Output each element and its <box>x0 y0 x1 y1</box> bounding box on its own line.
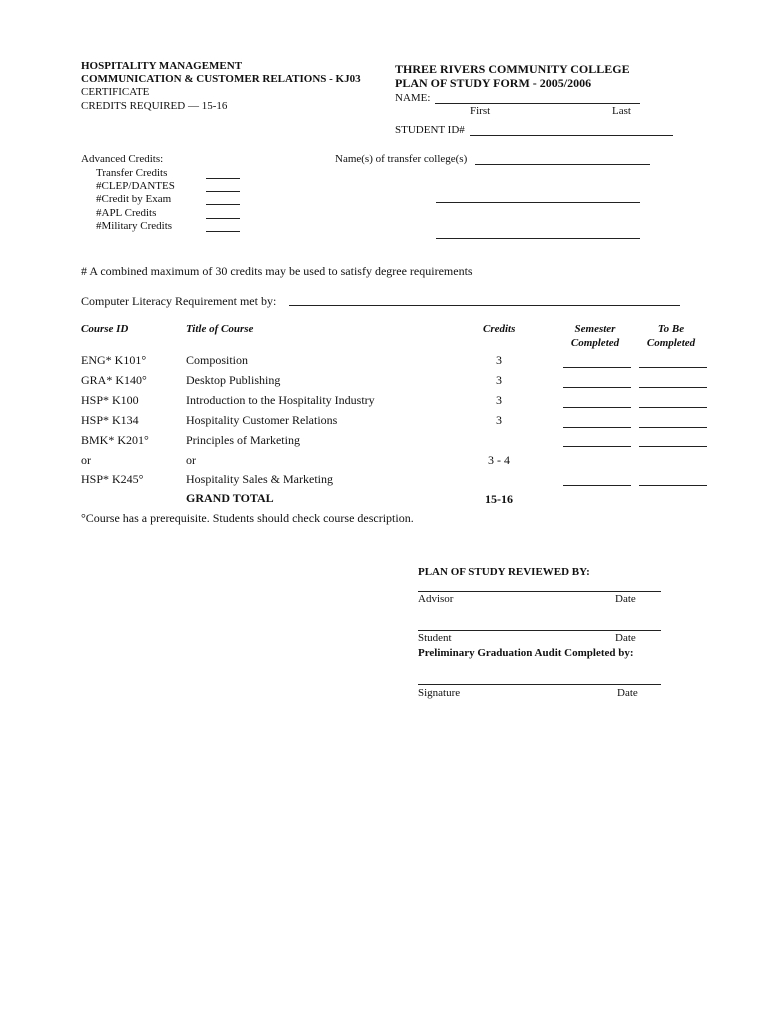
course-title: Introduction to the Hospitality Industry <box>186 393 375 407</box>
student-signature-field[interactable] <box>418 630 661 631</box>
grand-total-value: 15-16 <box>485 492 513 506</box>
college-name: THREE RIVERS COMMUNITY COLLEGE <box>395 62 630 76</box>
course-title: Hospitality Customer Relations <box>186 413 338 427</box>
credit-by-exam-field[interactable] <box>206 204 240 205</box>
award-type: CERTIFICATE <box>81 86 150 98</box>
semester-completed-field[interactable] <box>563 387 631 388</box>
course-id: BMK* K201° <box>81 433 149 447</box>
course-title: Principles of Marketing <box>186 433 300 447</box>
col-header-semester-completed: Completed <box>570 337 620 349</box>
advanced-credit-label: #Credit by Exam <box>96 193 172 205</box>
advanced-credit-label: #Military Credits <box>96 220 173 232</box>
course-credits: 3 - 4 <box>488 453 510 467</box>
signature-date-label: Date <box>617 687 638 699</box>
name-label: NAME: <box>395 92 431 104</box>
option-title: COMMUNICATION & CUSTOMER RELATIONS - KJ03 <box>81 73 361 85</box>
combined-credits-note: # A combined maximum of 30 credits may be used to satisfy degree requirements <box>81 264 473 278</box>
course-id: HSP* K245° <box>81 472 144 486</box>
course-id: HSP* K134 <box>81 413 139 427</box>
last-name-label: Last <box>612 105 631 117</box>
student-id-field[interactable] <box>470 135 673 136</box>
program-title: HOSPITALITY MANAGEMENT <box>81 60 243 72</box>
course-id: GRA* K140° <box>81 373 147 387</box>
grand-total-label: GRAND TOTAL <box>186 491 274 505</box>
audit-title: Preliminary Graduation Audit Completed by: <box>418 647 634 659</box>
student-label: Student <box>418 632 452 644</box>
course-title: or <box>186 453 196 467</box>
advisor-date-label: Date <box>615 593 636 605</box>
form-title: PLAN OF STUDY FORM - 2005/2006 <box>395 76 592 90</box>
advisor-label: Advisor <box>418 593 454 605</box>
advanced-credits-title: Advanced Credits: <box>81 153 164 165</box>
to-be-completed-field[interactable] <box>639 367 707 368</box>
to-be-completed-field[interactable] <box>639 407 707 408</box>
signature-label: Signature <box>418 687 461 699</box>
advanced-credit-label: Transfer Credits <box>96 167 168 179</box>
course-credits: 3 <box>496 393 502 407</box>
transfer-college-label: Name(s) of transfer college(s) <box>335 153 468 165</box>
semester-completed-field[interactable] <box>563 485 631 486</box>
col-header-credits: Credits <box>483 323 516 335</box>
col-header-title: Title of Course <box>186 323 254 335</box>
col-header-course-id: Course ID <box>81 323 129 335</box>
to-be-completed-field[interactable] <box>639 446 707 447</box>
first-name-label: First <box>470 105 491 117</box>
advanced-credit-label: #CLEP/DANTES <box>96 180 175 192</box>
audit-signature-field[interactable] <box>418 684 661 685</box>
semester-completed-field[interactable] <box>563 427 631 428</box>
semester-completed-field[interactable] <box>563 367 631 368</box>
course-title: Composition <box>186 353 249 367</box>
course-credits: 3 <box>496 413 502 427</box>
military-credits-field[interactable] <box>206 231 240 232</box>
course-id: ENG* K101° <box>81 353 147 367</box>
course-credits: 3 <box>496 373 502 387</box>
to-be-completed-field[interactable] <box>639 387 707 388</box>
course-id: or <box>81 453 91 467</box>
student-date-label: Date <box>615 632 636 644</box>
transfer-credits-field[interactable] <box>206 178 240 179</box>
apl-credits-field[interactable] <box>206 218 240 219</box>
review-title: PLAN OF STUDY REVIEWED BY: <box>418 566 590 578</box>
advanced-credit-label: #APL Credits <box>96 207 157 219</box>
col-header-semester: Semester <box>574 323 616 335</box>
advisor-signature-field[interactable] <box>418 591 661 592</box>
course-title: Desktop Publishing <box>186 373 281 387</box>
col-header-tobe: To Be <box>657 323 685 335</box>
credits-required: CREDITS REQUIRED — 15-16 <box>81 100 228 112</box>
student-id-label: STUDENT ID# <box>395 124 465 136</box>
transfer-college-field-2[interactable] <box>436 202 640 203</box>
computer-literacy-label: Computer Literacy Requirement met by: <box>81 294 277 308</box>
clep-dantes-field[interactable] <box>206 191 240 192</box>
semester-completed-field[interactable] <box>563 446 631 447</box>
computer-literacy-field[interactable] <box>289 305 680 306</box>
course-id: HSP* K100 <box>81 393 139 407</box>
semester-completed-field[interactable] <box>563 407 631 408</box>
name-field[interactable] <box>435 103 640 104</box>
course-title: Hospitality Sales & Marketing <box>186 472 333 486</box>
prerequisite-note: °Course has a prerequisite. Students should check course description. <box>81 511 414 525</box>
to-be-completed-field[interactable] <box>639 485 707 486</box>
col-header-tobe-completed: Completed <box>646 337 696 349</box>
to-be-completed-field[interactable] <box>639 427 707 428</box>
course-credits: 3 <box>496 353 502 367</box>
transfer-college-field-3[interactable] <box>436 238 640 239</box>
transfer-college-field-1[interactable] <box>475 164 650 165</box>
